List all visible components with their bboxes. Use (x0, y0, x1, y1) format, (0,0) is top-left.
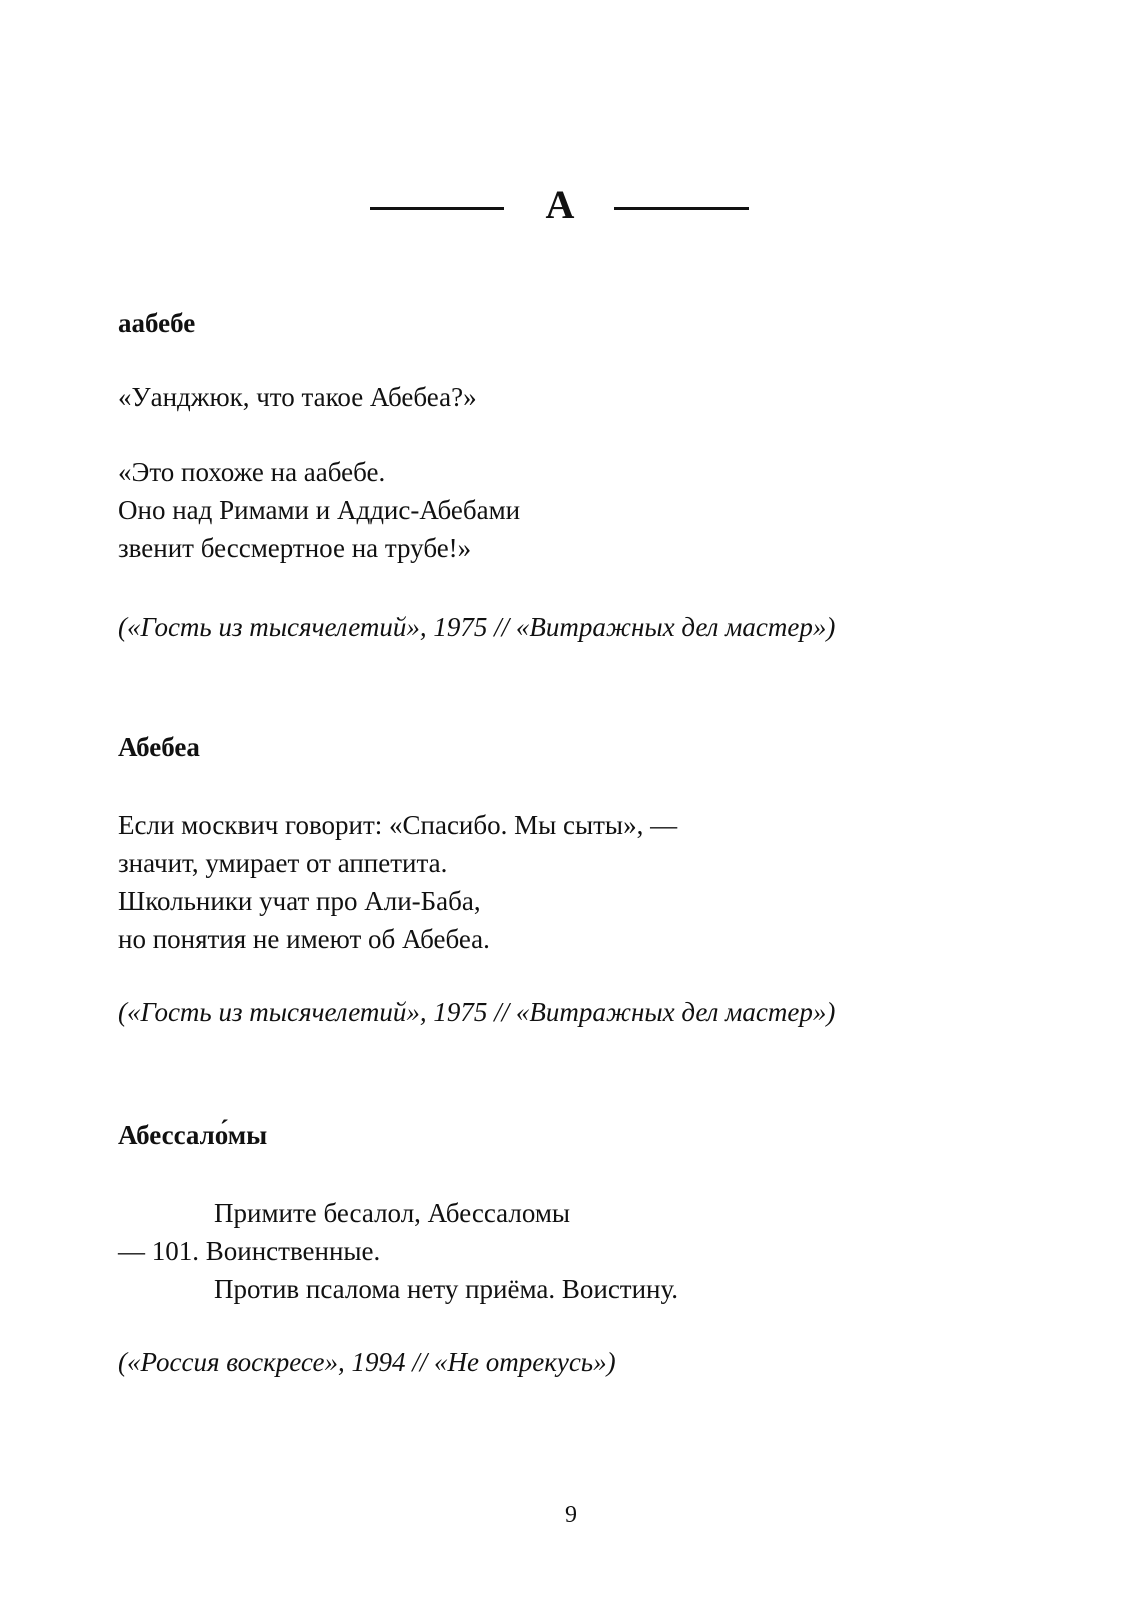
verse-line: «Уанджюк, что такое Абебеа?» (118, 382, 477, 412)
entry-source: («Гость из тысячелетий», 1975 // «Витражных дел мастер») (118, 612, 836, 642)
dictionary-entry (118, 1118, 1018, 1377)
verse-line: Против псалома нету приёма. Воистину. (214, 1274, 679, 1304)
entry-stanza (118, 806, 677, 958)
entry-stanza (118, 1194, 678, 1308)
section-letter: А (545, 182, 575, 227)
dictionary-entry (118, 306, 1018, 642)
entry-source: («Россия воскресе», 1994 // «Не отрекусь») (118, 1347, 616, 1377)
section-rule-left (370, 207, 504, 210)
verse-line: Школьники учат про Али-Баба, (118, 886, 481, 916)
entry-stanza (118, 453, 520, 567)
verse-line: Примите бесалол, Абессаломы (214, 1198, 571, 1228)
section-rule-right (614, 207, 749, 210)
section-header (0, 175, 1142, 235)
entry-headword: аабебе (118, 308, 196, 338)
dictionary-entry (118, 730, 1018, 1027)
verse-line: — 101. Воинственные. (118, 1236, 381, 1266)
entry-stanza (118, 378, 477, 416)
verse-line: Если москвич говорит: «Спасибо. Мы сыты», — (118, 810, 678, 840)
entry-source: («Гость из тысячелетий», 1975 // «Витражных дел мастер») (118, 997, 836, 1027)
entry-headword: Абебеа (118, 732, 200, 762)
verse-line: «Это похоже на аабебе. (118, 457, 386, 487)
verse-line: значит, умирает от аппетита. (118, 848, 448, 878)
verse-line: Оно над Римами и Аддис-Абебами (118, 495, 521, 525)
verse-line: звенит бессмертное на трубе!» (118, 533, 472, 563)
page-number: 9 (565, 1502, 577, 1528)
verse-line: но понятия не имеют об Абебеа. (118, 924, 490, 954)
entry-headword: Абессало́мы (118, 1120, 268, 1150)
